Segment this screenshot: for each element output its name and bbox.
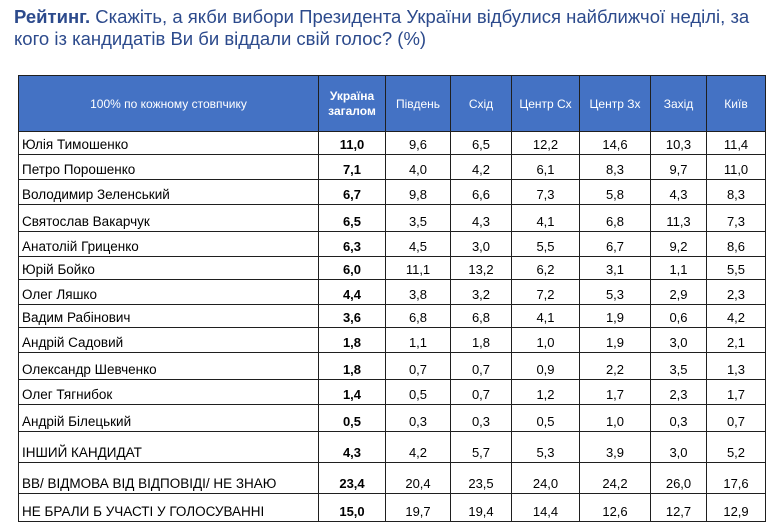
table-row bbox=[19, 180, 766, 205]
region-value-cell: 5,8 bbox=[580, 180, 651, 205]
results-table bbox=[18, 75, 766, 522]
region-value-cell: 5,5 bbox=[707, 257, 766, 280]
table-body bbox=[19, 132, 766, 522]
total-value-cell: 1,8 bbox=[319, 353, 386, 380]
table-header-row bbox=[19, 76, 766, 132]
region-value-cell: 0,3 bbox=[451, 405, 512, 432]
region-value-cell: 6,8 bbox=[386, 305, 451, 328]
region-value-cell: 9,7 bbox=[651, 155, 707, 180]
total-value-cell: 11,0 bbox=[319, 132, 386, 155]
title-question: Скажіть, а якби вибори Президента України відбулися найближчої неділі, за кого із кандидатів Ви би віддали свій голос? (%) bbox=[14, 6, 750, 49]
row-label: Петро Порошенко bbox=[19, 155, 319, 180]
total-value-cell: 1,8 bbox=[319, 328, 386, 353]
row-label: Юлія Тимошенко bbox=[19, 132, 319, 155]
region-value-cell: 0,3 bbox=[651, 405, 707, 432]
region-value-cell: 11,4 bbox=[707, 132, 766, 155]
region-value-cell: 1,8 bbox=[451, 328, 512, 353]
region-value-cell: 4,2 bbox=[707, 305, 766, 328]
region-value-cell: 20,4 bbox=[386, 463, 451, 494]
region-value-cell: 11,3 bbox=[651, 205, 707, 232]
total-value-cell: 15,0 bbox=[319, 494, 386, 522]
table-row bbox=[19, 280, 766, 305]
region-value-cell: 19,4 bbox=[451, 494, 512, 522]
region-value-cell: 4,2 bbox=[386, 432, 451, 463]
region-value-cell: 0,5 bbox=[386, 380, 451, 405]
table-row bbox=[19, 463, 766, 494]
region-value-cell: 0,7 bbox=[451, 380, 512, 405]
region-value-cell: 1,1 bbox=[651, 257, 707, 280]
region-value-cell: 26,0 bbox=[651, 463, 707, 494]
row-label: Вадим Рабінович bbox=[19, 305, 319, 328]
region-value-cell: 24,0 bbox=[512, 463, 580, 494]
column-header: Україна загалом bbox=[319, 76, 386, 132]
region-value-cell: 1,0 bbox=[580, 405, 651, 432]
region-value-cell: 2,3 bbox=[651, 380, 707, 405]
chart-title bbox=[14, 6, 764, 50]
region-value-cell: 12,7 bbox=[651, 494, 707, 522]
region-value-cell: 3,2 bbox=[451, 280, 512, 305]
region-value-cell: 11,0 bbox=[707, 155, 766, 180]
region-value-cell: 1,7 bbox=[580, 380, 651, 405]
total-value-cell: 3,6 bbox=[319, 305, 386, 328]
region-value-cell: 3,5 bbox=[386, 205, 451, 232]
region-value-cell: 9,6 bbox=[386, 132, 451, 155]
region-value-cell: 4,1 bbox=[512, 205, 580, 232]
region-value-cell: 19,7 bbox=[386, 494, 451, 522]
total-value-cell: 6,5 bbox=[319, 205, 386, 232]
region-value-cell: 3,0 bbox=[651, 328, 707, 353]
table-row bbox=[19, 132, 766, 155]
total-value-cell: 1,4 bbox=[319, 380, 386, 405]
region-value-cell: 4,0 bbox=[386, 155, 451, 180]
total-value-cell: 23,4 bbox=[319, 463, 386, 494]
region-value-cell: 1,1 bbox=[386, 328, 451, 353]
row-label: Андрій Садовий bbox=[19, 328, 319, 353]
region-value-cell: 24,2 bbox=[580, 463, 651, 494]
region-value-cell: 9,2 bbox=[651, 232, 707, 257]
region-value-cell: 6,8 bbox=[580, 205, 651, 232]
table-row bbox=[19, 328, 766, 353]
region-value-cell: 3,9 bbox=[580, 432, 651, 463]
table-row bbox=[19, 205, 766, 232]
table-row bbox=[19, 380, 766, 405]
region-value-cell: 0,7 bbox=[451, 353, 512, 380]
total-value-cell: 6,0 bbox=[319, 257, 386, 280]
title-lead: Рейтинг. bbox=[14, 6, 91, 27]
region-value-cell: 0,7 bbox=[386, 353, 451, 380]
region-value-cell: 4,3 bbox=[451, 205, 512, 232]
table-row bbox=[19, 257, 766, 280]
column-header: Центр Сх bbox=[512, 76, 580, 132]
region-value-cell: 8,3 bbox=[580, 155, 651, 180]
total-value-cell: 6,3 bbox=[319, 232, 386, 257]
region-value-cell: 1,9 bbox=[580, 305, 651, 328]
total-value-cell: 0,5 bbox=[319, 405, 386, 432]
region-value-cell: 6,5 bbox=[451, 132, 512, 155]
table-row bbox=[19, 353, 766, 380]
region-value-cell: 6,6 bbox=[451, 180, 512, 205]
region-value-cell: 0,3 bbox=[386, 405, 451, 432]
region-value-cell: 11,1 bbox=[386, 257, 451, 280]
region-value-cell: 0,6 bbox=[651, 305, 707, 328]
region-value-cell: 4,5 bbox=[386, 232, 451, 257]
region-value-cell: 12,9 bbox=[707, 494, 766, 522]
table-row bbox=[19, 494, 766, 522]
region-value-cell: 4,3 bbox=[651, 180, 707, 205]
row-label: Андрій Білецький bbox=[19, 405, 319, 432]
region-value-cell: 6,2 bbox=[512, 257, 580, 280]
region-value-cell: 17,6 bbox=[707, 463, 766, 494]
region-value-cell: 3,0 bbox=[451, 232, 512, 257]
region-value-cell: 12,2 bbox=[512, 132, 580, 155]
region-value-cell: 9,8 bbox=[386, 180, 451, 205]
region-value-cell: 6,1 bbox=[512, 155, 580, 180]
region-value-cell: 0,5 bbox=[512, 405, 580, 432]
region-value-cell: 5,3 bbox=[512, 432, 580, 463]
region-value-cell: 1,0 bbox=[512, 328, 580, 353]
total-value-cell: 4,4 bbox=[319, 280, 386, 305]
row-label: ВВ/ ВІДМОВА ВІД ВІДПОВІДІ/ НЕ ЗНАЮ bbox=[19, 463, 319, 494]
region-value-cell: 3,1 bbox=[580, 257, 651, 280]
region-value-cell: 8,6 bbox=[707, 232, 766, 257]
region-value-cell: 4,1 bbox=[512, 305, 580, 328]
row-label: Юрій Бойко bbox=[19, 257, 319, 280]
region-value-cell: 2,2 bbox=[580, 353, 651, 380]
total-value-cell: 7,1 bbox=[319, 155, 386, 180]
region-value-cell: 1,3 bbox=[707, 353, 766, 380]
region-value-cell: 5,7 bbox=[451, 432, 512, 463]
column-header: Центр Зх bbox=[580, 76, 651, 132]
region-value-cell: 6,8 bbox=[451, 305, 512, 328]
row-label: Олександр Шевченко bbox=[19, 353, 319, 380]
region-value-cell: 1,7 bbox=[707, 380, 766, 405]
region-value-cell: 6,7 bbox=[580, 232, 651, 257]
region-value-cell: 2,9 bbox=[651, 280, 707, 305]
row-label: НЕ БРАЛИ Б УЧАСТІ У ГОЛОСУВАННІ bbox=[19, 494, 319, 522]
table-row bbox=[19, 232, 766, 257]
table-row bbox=[19, 155, 766, 180]
region-value-cell: 2,1 bbox=[707, 328, 766, 353]
region-value-cell: 2,3 bbox=[707, 280, 766, 305]
column-header: Південь bbox=[386, 76, 451, 132]
region-value-cell: 23,5 bbox=[451, 463, 512, 494]
row-label: Анатолій Гриценко bbox=[19, 232, 319, 257]
row-label: Святослав Вакарчук bbox=[19, 205, 319, 232]
row-label: Олег Тягнибок bbox=[19, 380, 319, 405]
total-value-cell: 6,7 bbox=[319, 180, 386, 205]
region-value-cell: 13,2 bbox=[451, 257, 512, 280]
region-value-cell: 14,4 bbox=[512, 494, 580, 522]
row-label: Олег Ляшко bbox=[19, 280, 319, 305]
region-value-cell: 1,2 bbox=[512, 380, 580, 405]
region-value-cell: 10,3 bbox=[651, 132, 707, 155]
region-value-cell: 3,0 bbox=[651, 432, 707, 463]
region-value-cell: 5,3 bbox=[580, 280, 651, 305]
header-note: 100% по кожному стовпчику bbox=[19, 76, 319, 132]
region-value-cell: 14,6 bbox=[580, 132, 651, 155]
table-row bbox=[19, 405, 766, 432]
region-value-cell: 8,3 bbox=[707, 180, 766, 205]
region-value-cell: 1,9 bbox=[580, 328, 651, 353]
region-value-cell: 3,8 bbox=[386, 280, 451, 305]
region-value-cell: 5,5 bbox=[512, 232, 580, 257]
region-value-cell: 0,7 bbox=[707, 405, 766, 432]
row-label: ІНШИЙ КАНДИДАТ bbox=[19, 432, 319, 463]
column-header: Захід bbox=[651, 76, 707, 132]
region-value-cell: 4,2 bbox=[451, 155, 512, 180]
total-value-cell: 4,3 bbox=[319, 432, 386, 463]
region-value-cell: 12,6 bbox=[580, 494, 651, 522]
region-value-cell: 0,9 bbox=[512, 353, 580, 380]
region-value-cell: 7,3 bbox=[707, 205, 766, 232]
row-label: Володимир Зеленський bbox=[19, 180, 319, 205]
table-row bbox=[19, 305, 766, 328]
region-value-cell: 7,3 bbox=[512, 180, 580, 205]
column-header: Схід bbox=[451, 76, 512, 132]
region-value-cell: 3,5 bbox=[651, 353, 707, 380]
column-header: Київ bbox=[707, 76, 766, 132]
region-value-cell: 7,2 bbox=[512, 280, 580, 305]
table-row bbox=[19, 432, 766, 463]
region-value-cell: 5,2 bbox=[707, 432, 766, 463]
